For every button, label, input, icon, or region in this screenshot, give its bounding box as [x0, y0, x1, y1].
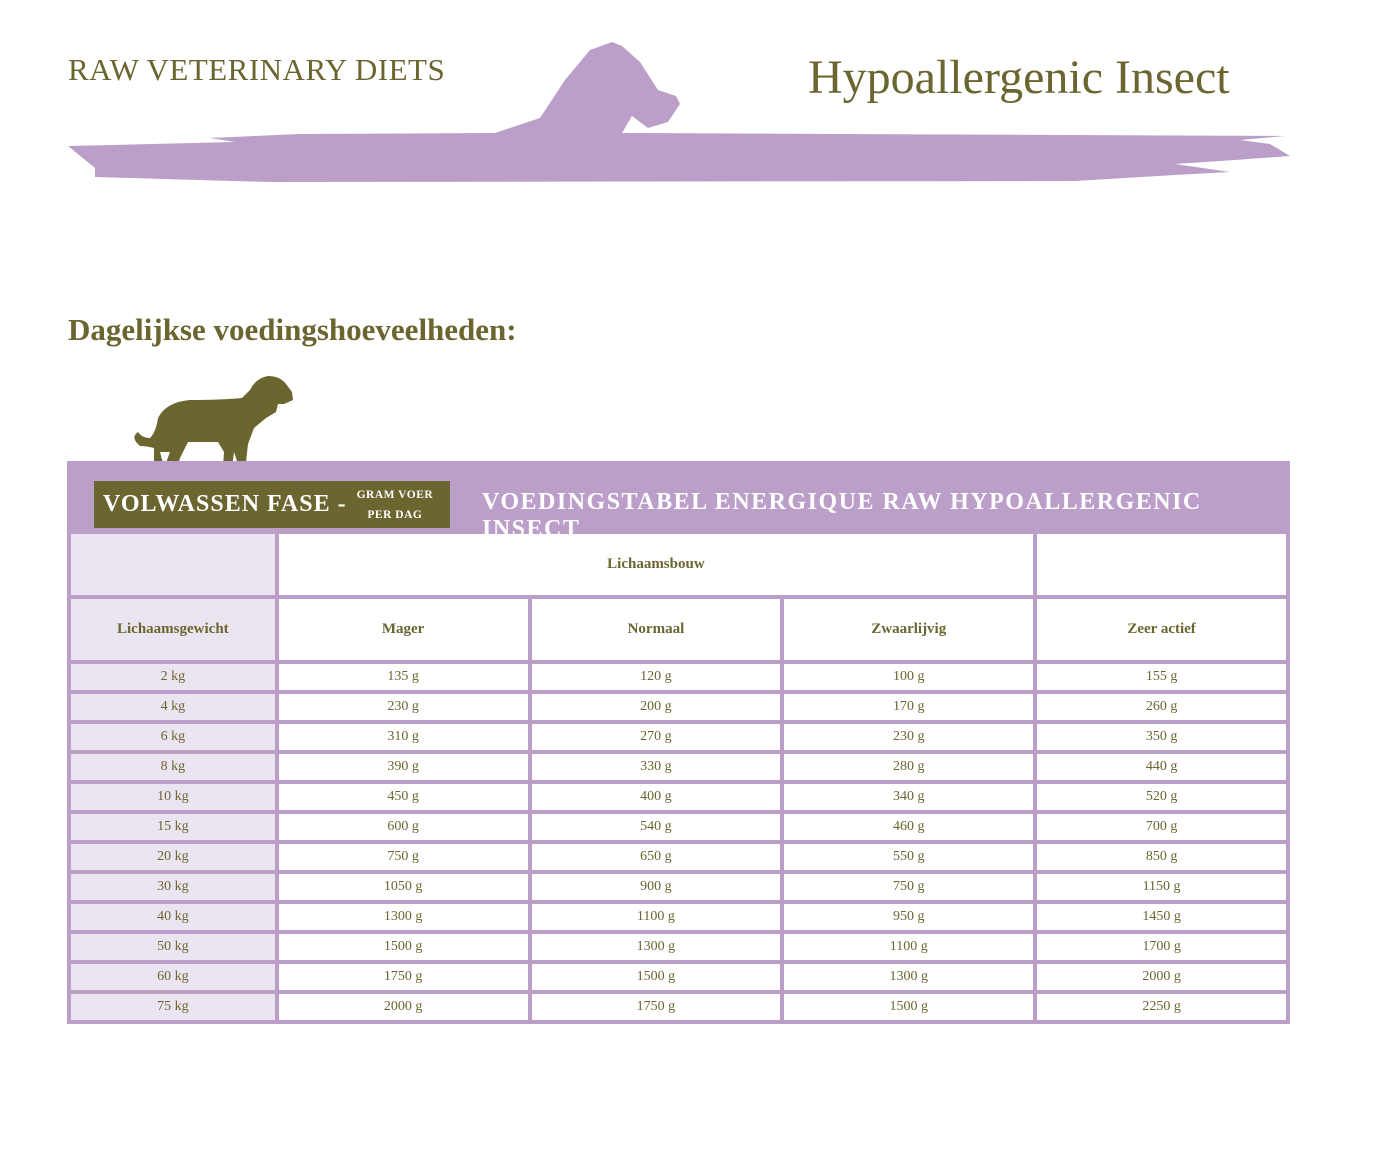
amount-cell: 600 g — [279, 814, 528, 840]
weight-cell: 50 kg — [71, 934, 275, 960]
amount-cell: 900 g — [532, 874, 781, 900]
amount-cell: 1150 g — [1037, 874, 1286, 900]
amount-cell: 2000 g — [1037, 964, 1286, 990]
empty-corner-cell — [71, 534, 275, 595]
amount-cell: 950 g — [784, 904, 1033, 930]
phase-sub-line-2: PER DAG — [367, 508, 423, 521]
table-column-header-row — [71, 599, 1286, 660]
table-row — [71, 754, 1286, 780]
amount-cell: 200 g — [532, 694, 781, 720]
amount-cell: 310 g — [279, 724, 528, 750]
amount-cell: 155 g — [1037, 664, 1286, 690]
amount-cell: 390 g — [279, 754, 528, 780]
amount-cell: 100 g — [784, 664, 1033, 690]
feeding-table — [67, 530, 1290, 1024]
amount-cell: 1500 g — [532, 964, 781, 990]
weight-cell: 8 kg — [71, 754, 275, 780]
amount-cell: 120 g — [532, 664, 781, 690]
weight-cell: 40 kg — [71, 904, 275, 930]
amount-cell: 1300 g — [784, 964, 1033, 990]
amount-cell: 1500 g — [279, 934, 528, 960]
weight-cell: 6 kg — [71, 724, 275, 750]
table-body — [71, 664, 1286, 1020]
empty-header-cell — [1037, 534, 1286, 595]
column-header-zwaarlijvig: Zwaarlijvig — [784, 599, 1033, 660]
amount-cell: 1050 g — [279, 874, 528, 900]
table-row — [71, 964, 1286, 990]
amount-cell: 1300 g — [279, 904, 528, 930]
amount-cell: 1750 g — [532, 994, 781, 1020]
amount-cell: 850 g — [1037, 844, 1286, 870]
column-header-weight: Lichaamsgewicht — [71, 599, 275, 660]
amount-cell: 330 g — [532, 754, 781, 780]
amount-cell: 700 g — [1037, 814, 1286, 840]
weight-cell: 60 kg — [71, 964, 275, 990]
amount-cell: 2000 g — [279, 994, 528, 1020]
amount-cell: 280 g — [784, 754, 1033, 780]
amount-cell: 1500 g — [784, 994, 1033, 1020]
amount-cell: 1100 g — [532, 904, 781, 930]
amount-cell: 450 g — [279, 784, 528, 810]
amount-cell: 460 g — [784, 814, 1033, 840]
brand-name: RAW VETERINARY DIETS — [68, 52, 446, 87]
table-row — [71, 814, 1286, 840]
table-row — [71, 994, 1286, 1020]
table-row — [71, 784, 1286, 810]
amount-cell: 230 g — [784, 724, 1033, 750]
amount-cell: 1300 g — [532, 934, 781, 960]
group-header-cell: Lichaamsbouw — [279, 534, 1033, 595]
weight-cell: 2 kg — [71, 664, 275, 690]
amount-cell: 520 g — [1037, 784, 1286, 810]
amount-cell: 440 g — [1037, 754, 1286, 780]
amount-cell: 340 g — [784, 784, 1033, 810]
amount-cell: 1700 g — [1037, 934, 1286, 960]
table-header-band — [67, 461, 1290, 542]
column-header-mager: Mager — [279, 599, 528, 660]
amount-cell: 260 g — [1037, 694, 1286, 720]
phase-sub-line-1: GRAM VOER — [356, 488, 434, 501]
amount-cell: 1450 g — [1037, 904, 1286, 930]
amount-cell: 750 g — [784, 874, 1033, 900]
phase-badge — [94, 481, 450, 528]
feeding-table-panel — [67, 461, 1290, 1024]
weight-cell: 4 kg — [71, 694, 275, 720]
weight-cell: 20 kg — [71, 844, 275, 870]
table-row — [71, 844, 1286, 870]
amount-cell: 1100 g — [784, 934, 1033, 960]
phase-sub-label — [357, 485, 434, 525]
weight-cell: 30 kg — [71, 874, 275, 900]
table-row — [71, 874, 1286, 900]
table-row — [71, 694, 1286, 720]
amount-cell: 2250 g — [1037, 994, 1286, 1020]
amount-cell: 350 g — [1037, 724, 1286, 750]
amount-cell: 650 g — [532, 844, 781, 870]
amount-cell: 230 g — [279, 694, 528, 720]
amount-cell: 270 g — [532, 724, 781, 750]
amount-cell: 170 g — [784, 694, 1033, 720]
column-header-zeer-actief: Zeer actief — [1037, 599, 1286, 660]
column-header-normaal: Normaal — [532, 599, 781, 660]
product-title: Hypoallergenic Insect — [808, 51, 1230, 104]
weight-cell: 75 kg — [71, 994, 275, 1020]
amount-cell: 1750 g — [279, 964, 528, 990]
table-row — [71, 904, 1286, 930]
amount-cell: 540 g — [532, 814, 781, 840]
section-heading: Dagelijkse voedingshoeveelheden: — [68, 312, 517, 347]
amount-cell: 550 g — [784, 844, 1033, 870]
amount-cell: 400 g — [532, 784, 781, 810]
amount-cell: 750 g — [279, 844, 528, 870]
weight-cell: 15 kg — [71, 814, 275, 840]
phase-label: VOLWASSEN FASE - — [103, 491, 347, 517]
table-row — [71, 724, 1286, 750]
table-row — [71, 664, 1286, 690]
table-row — [71, 934, 1286, 960]
amount-cell: 135 g — [279, 664, 528, 690]
table-title: VOEDINGSTABEL ENERGIQUE RAW HYPOALLERGENIC INSECT — [482, 489, 1202, 542]
table-group-header-row — [71, 534, 1286, 595]
weight-cell: 10 kg — [71, 784, 275, 810]
